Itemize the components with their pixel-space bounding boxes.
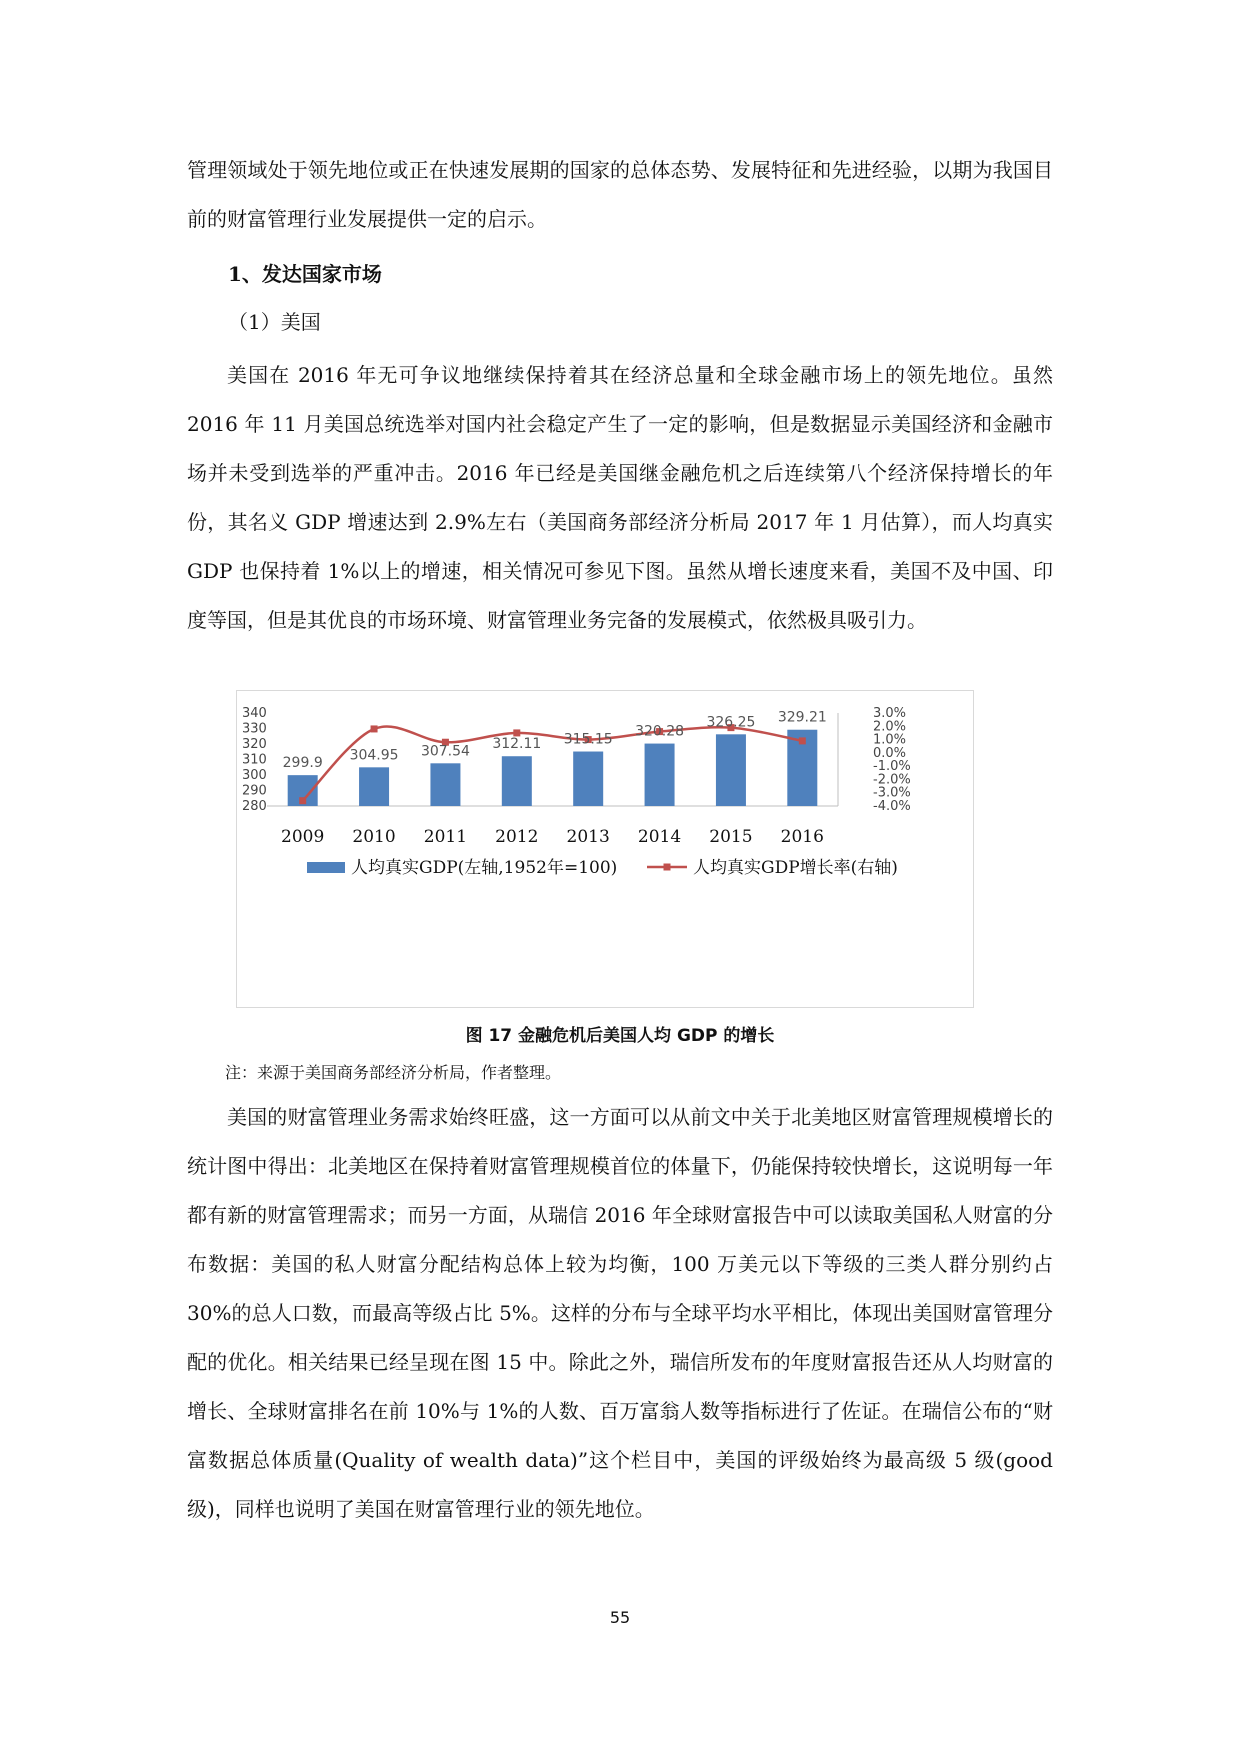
left-axis-tick-label: 310 <box>242 752 267 768</box>
gdp-chart-svg <box>237 691 975 1009</box>
usa-wealth-paragraph: 美国的财富管理业务需求始终旺盛，这一方面可以从前文中关于北美地区财富管理规模增长的统计图中得出：北美地区在保持着财富管理规模首位的体量下，仍能保持较快增长，这说明每一年都有新的财富管理需求；而另一方面，从瑞信 2016 年全球财富报告中可以读取美国私人财富的分布数据：美国的私人财富分配结构总体上较为均衡，100 万美元以下等级的三类人群分别约占 30%的总人口数，而最高等级占比 5%。这样的分布与全球平均水平相比，体现出美国财富管理分配的优化。相关结果已经呈现在图 15 中。除此之外，瑞信所发布的年度财富报告还从人均财富的增长、全球财富排名在前 10%与 1%的人数、百万富翁人数等指标进行了佐证。在瑞信公布的“财富数据总体质量(Quality of wealth data)”这个栏目中，美国的评级始终为最高级 5 级(good 级)，同样也说明了美国在财富管理行业的领先地位。 <box>187 1105 1053 1521</box>
bar-2015 <box>716 734 746 806</box>
x-tick-label: 2015 <box>709 827 753 847</box>
right-axis-tick-label: 1.0% <box>873 732 907 748</box>
page-number: 55 <box>609 1608 631 1627</box>
bar-value-label: 329.21 <box>777 709 827 726</box>
legend-bar-swatch <box>307 862 345 873</box>
intro-paragraph: 管理领域处于领先地位或正在快速发展期的国家的总体态势、发展特征和先进经验，以期为我国目前的财富管理行业发展提供一定的启示。 <box>187 158 1053 231</box>
left-axis-tick-label: 280 <box>242 799 267 814</box>
left-axis-tick-label: 290 <box>242 783 267 799</box>
bar-value-label: 315.15 <box>563 731 613 748</box>
gdp-chart <box>236 690 974 1008</box>
left-axis-tick-label: 340 <box>242 706 267 721</box>
bar-value-label: 320.28 <box>635 723 685 740</box>
left-axis-tick-label: 320 <box>242 737 267 752</box>
bar-value-label: 312.11 <box>492 736 542 753</box>
legend-line-label: 人均真实GDP增长率(右轴) <box>693 858 898 878</box>
right-axis-tick-label: 2.0% <box>873 719 907 735</box>
bar-2014 <box>645 744 675 806</box>
legend-bar-label: 人均真实GDP(左轴,1952年=100) <box>351 858 618 878</box>
usa-overview-paragraph: 美国在 2016 年无可争议地继续保持着其在经济总量和全球金融市场上的领先地位。虽然 2016 年 11 月美国总统选举对国内社会稳定产生了一定的影响，但是数据显示美国经济和金融市场并未受到选举的严重冲击。2016 年已经是美国继金融危机之后连续第八个经济保持增长的年份，其名义 GDP 增速达到 2.9%左右（美国商务部经济分析局 2017 年 1 月估算），而人均真实 GDP 也保持着 1%以上的增速，相关情况可参见下图。虽然从增长速度来看，美国不及中国、印度等国，但是其优良的市场环境、财富管理业务完备的发展模式，依然极具吸引力。 <box>187 363 1053 632</box>
bar-2012 <box>502 756 532 806</box>
growth-rate-point-2016 <box>799 737 806 744</box>
section-heading: 1、发达国家市场 <box>228 262 382 286</box>
x-tick-label: 2013 <box>566 827 610 847</box>
legend-line-marker <box>664 864 671 871</box>
bar-2013 <box>573 752 603 806</box>
left-axis-tick-label: 330 <box>242 721 267 737</box>
x-tick-label: 2012 <box>495 827 539 847</box>
right-axis-tick-label: -1.0% <box>873 759 911 775</box>
subsection-heading: （1）美国 <box>228 310 321 334</box>
x-tick-label: 2009 <box>281 827 325 847</box>
bar-2010 <box>359 767 389 806</box>
x-tick-label: 2014 <box>637 827 682 847</box>
right-axis-tick-label: 0.0% <box>873 745 907 761</box>
left-axis-tick-label: 300 <box>242 768 267 783</box>
bar-value-label: 304.95 <box>349 747 399 764</box>
right-axis-tick-label: -2.0% <box>873 772 911 788</box>
growth-rate-point-2010 <box>371 725 378 732</box>
figure-caption: 图 17 金融危机后美国人均 GDP 的增长 <box>465 1026 775 1046</box>
x-tick-label: 2011 <box>423 827 468 847</box>
bar-value-label: 299.9 <box>282 755 323 772</box>
right-axis-tick-label: -4.0% <box>873 799 911 814</box>
right-axis-tick-label: 3.0% <box>873 706 907 721</box>
growth-rate-point-2009 <box>299 797 306 804</box>
x-tick-label: 2016 <box>780 827 824 847</box>
figure-note: 注：来源于美国商务部经济分析局，作者整理。 <box>225 1063 562 1082</box>
x-tick-label: 2010 <box>352 827 396 847</box>
bar-value-label: 307.54 <box>420 743 470 760</box>
bar-value-label: 326.25 <box>706 714 756 731</box>
bar-2011 <box>430 763 460 806</box>
right-axis-tick-label: -3.0% <box>873 785 911 801</box>
